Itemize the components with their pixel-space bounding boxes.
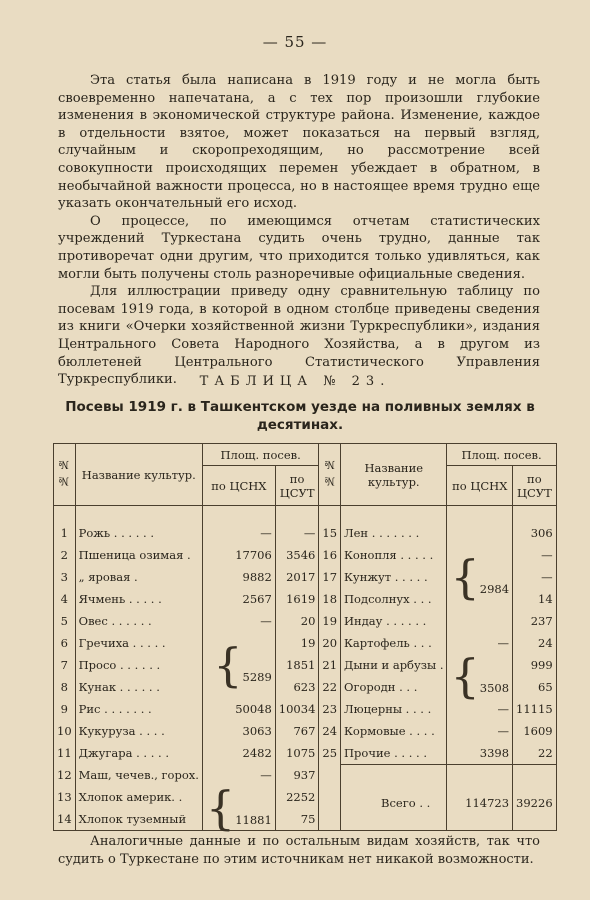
- value-cshn: 17706: [202, 544, 275, 566]
- crop-name: Подсолнух . . .: [341, 588, 447, 610]
- row-num: 23: [319, 698, 341, 720]
- row-num: 11: [54, 742, 76, 764]
- footer-text: [58, 833, 540, 869]
- value-csut: 65: [513, 676, 557, 698]
- value-csut: 24: [513, 632, 557, 654]
- value-csut: 19: [275, 632, 319, 654]
- value-csut: 20: [275, 610, 319, 632]
- crops-table: [53, 443, 557, 836]
- value-cshn: 3063: [202, 720, 275, 742]
- table-row: [54, 742, 557, 764]
- group-value: [447, 522, 513, 632]
- row-num: 25: [319, 742, 341, 764]
- value-csut: 1075: [275, 742, 319, 764]
- header-name-2: Название культур.: [341, 444, 447, 506]
- row-num: 21: [319, 654, 341, 676]
- row-num: 6: [54, 632, 76, 654]
- group-number: 3508: [479, 681, 510, 696]
- value-cshn: 3398: [447, 742, 513, 764]
- table-title: Посевы 1919 г. в Ташкентском уезде на поливных землях в десятинах.: [65, 399, 535, 433]
- row-num: 10: [54, 720, 76, 742]
- row-num: 22: [319, 676, 341, 698]
- crop-name: Дыни и арбузы .: [341, 654, 447, 676]
- header-csut: по ЦСУТ: [275, 466, 319, 506]
- row-num: 17: [319, 566, 341, 588]
- header-area-2: Площ. посев.: [447, 444, 556, 466]
- table-caption: ТАБЛИЦА № 23.: [199, 374, 391, 389]
- header-cshn: по ЦСНХ: [202, 466, 275, 506]
- value-csut: 999: [513, 654, 557, 676]
- paragraph: О процессе, по имеющимся отчетам статистических учреждений Туркестана судить очень трудно, данные так противоречат одни другим, что приходится только удивляться, как могли быть получены столь разноречивые официальные сведения.: [58, 213, 540, 282]
- value-cshn: —: [447, 632, 513, 654]
- crop-name: Огородн . . .: [341, 676, 447, 698]
- body-text: [58, 72, 540, 389]
- total-label: Всего . .: [341, 764, 447, 830]
- header-num: № №: [54, 444, 76, 506]
- value-csut: 767: [275, 720, 319, 742]
- row-num: 20: [319, 632, 341, 654]
- crop-name: Джугара . . . . .: [75, 742, 202, 764]
- value-csut: 3546: [275, 544, 319, 566]
- header-name: Название культур.: [75, 444, 202, 506]
- brace: {: [450, 550, 480, 605]
- table-row: [54, 632, 557, 654]
- crop-name: Хлопок америк. .: [75, 786, 202, 808]
- value-csut: 306: [513, 522, 557, 544]
- value-cshn: 2567: [202, 588, 275, 610]
- value-csut: 1609: [513, 720, 557, 742]
- footer-paragraph: Аналогичные данные и по остальным видам хозяйств, так что судить о Туркестане по этим источникам нет никакой возможности.: [58, 834, 540, 867]
- value-csut: 14: [513, 588, 557, 610]
- row-num: 16: [319, 544, 341, 566]
- group-number: 11881: [235, 813, 272, 828]
- value-cshn: —: [202, 610, 275, 632]
- empty-cell: [319, 764, 341, 830]
- crop-name: Гречиха . . . . .: [75, 632, 202, 654]
- crop-name: Кормовые . . . .: [341, 720, 447, 742]
- crop-name: Просо . . . . . .: [75, 654, 202, 676]
- value-csut: 22: [513, 742, 557, 764]
- page-number: — 55 —: [262, 33, 328, 51]
- paragraph: Для иллюстрации приведу одну сравнительную таблицу по посевам 1919 года, в которой в одном столбце приведены сведения из книги «Очерки хозяйственной жизни Туркреспублики», издания Центрального Совета Народного Хозяйства, а в другом из бюллетеней Центрального Статистического Управления Туркреспублики.: [58, 284, 540, 388]
- table-row: [54, 698, 557, 720]
- crop-name: Рис . . . . . . .: [75, 698, 202, 720]
- value-cshn: —: [202, 522, 275, 544]
- value-csut: —: [513, 544, 557, 566]
- crop-name: Картофель . . .: [341, 632, 447, 654]
- header-num-2: № №: [319, 444, 341, 506]
- row-num: 19: [319, 610, 341, 632]
- value-csut: 10034: [275, 698, 319, 720]
- crop-name: Пшеница озимая .: [75, 544, 202, 566]
- group-value: [202, 781, 275, 836]
- table-row: [54, 720, 557, 742]
- row-num: 14: [54, 808, 76, 830]
- header-cshn-2: по ЦСНХ: [447, 466, 513, 506]
- row-num: 1: [54, 522, 76, 544]
- value-csut: 1619: [275, 588, 319, 610]
- row-num: 8: [54, 676, 76, 698]
- crop-name: Лен . . . . . . .: [341, 522, 447, 544]
- value-csut: 1851: [275, 654, 319, 676]
- value-cshn: 50048: [202, 698, 275, 720]
- group-value: [202, 632, 275, 698]
- group-number: 5289: [242, 670, 272, 685]
- crop-name: Овес . . . . . .: [75, 610, 202, 632]
- row-num: 5: [54, 610, 76, 632]
- brace: {: [450, 649, 480, 704]
- value-csut: 75: [275, 808, 319, 830]
- row-num: 12: [54, 764, 76, 786]
- table-body: [54, 506, 557, 836]
- crop-name: Кукуруза . . . .: [75, 720, 202, 742]
- header-csut-2: по ЦСУТ: [513, 466, 557, 506]
- row-num: 4: [54, 588, 76, 610]
- crop-name: Рожь . . . . . .: [75, 522, 202, 544]
- value-csut: 937: [275, 764, 319, 786]
- crop-name: Кунак . . . . . .: [75, 676, 202, 698]
- value-csut: 2252: [275, 786, 319, 808]
- row-num: 18: [319, 588, 341, 610]
- total-csut: 39226: [513, 764, 557, 830]
- row-num: 9: [54, 698, 76, 720]
- group-value: [447, 649, 513, 704]
- value-cshn: —: [447, 720, 513, 742]
- crop-name: Люцерны . . . .: [341, 698, 447, 720]
- value-cshn: 9882: [202, 566, 275, 588]
- group-number: 2984: [479, 582, 510, 597]
- crop-name: Маш, чечев., горох.: [75, 764, 202, 786]
- crop-name: Ячмень . . . . .: [75, 588, 202, 610]
- value-csut: 623: [275, 676, 319, 698]
- crop-name: Индау . . . . . .: [341, 610, 447, 632]
- crop-name: Конопля . . . . .: [341, 544, 447, 566]
- row-num: 2: [54, 544, 76, 566]
- brace: {: [213, 638, 243, 693]
- value-cshn: —: [447, 698, 513, 720]
- value-csut: 237: [513, 610, 557, 632]
- paragraph: Эта статья была написана в 1919 году и не могла быть своевременно напечатана, а с тех пор произошли глубокие изменения в экономической структуре района. Изменение, каждое в отдельности взятое, может показаться на первый взгляд, случайным и скоропреходящим, но рассмотрение всей совокупности происходящих перемен убеждает в обратном, в необычайной важности процесса, но в настоящее время трудно еще указать окончательный его исход.: [58, 73, 540, 212]
- value-csut: —: [275, 522, 319, 544]
- table-row: [54, 654, 557, 676]
- value-csut: —: [513, 566, 557, 588]
- total-cshn: 114723: [447, 764, 513, 830]
- value-csut: 11115: [513, 698, 557, 720]
- table-row: [54, 764, 557, 786]
- row-num: 3: [54, 566, 76, 588]
- value-csut: 2017: [275, 566, 319, 588]
- header-area: Площ. посев.: [202, 444, 318, 466]
- crop-name: „ яровая .: [75, 566, 202, 588]
- row-num: 13: [54, 786, 76, 808]
- value-cshn: —: [202, 764, 275, 786]
- table-row: [54, 522, 557, 544]
- value-cshn: 2482: [202, 742, 275, 764]
- crop-name: Прочие . . . . .: [341, 742, 447, 764]
- row-num: 24: [319, 720, 341, 742]
- row-num: 7: [54, 654, 76, 676]
- row-num: 15: [319, 522, 341, 544]
- crop-name: Хлопок туземный: [75, 808, 202, 830]
- crop-name: Кунжут . . . . .: [341, 566, 447, 588]
- brace: {: [205, 781, 236, 836]
